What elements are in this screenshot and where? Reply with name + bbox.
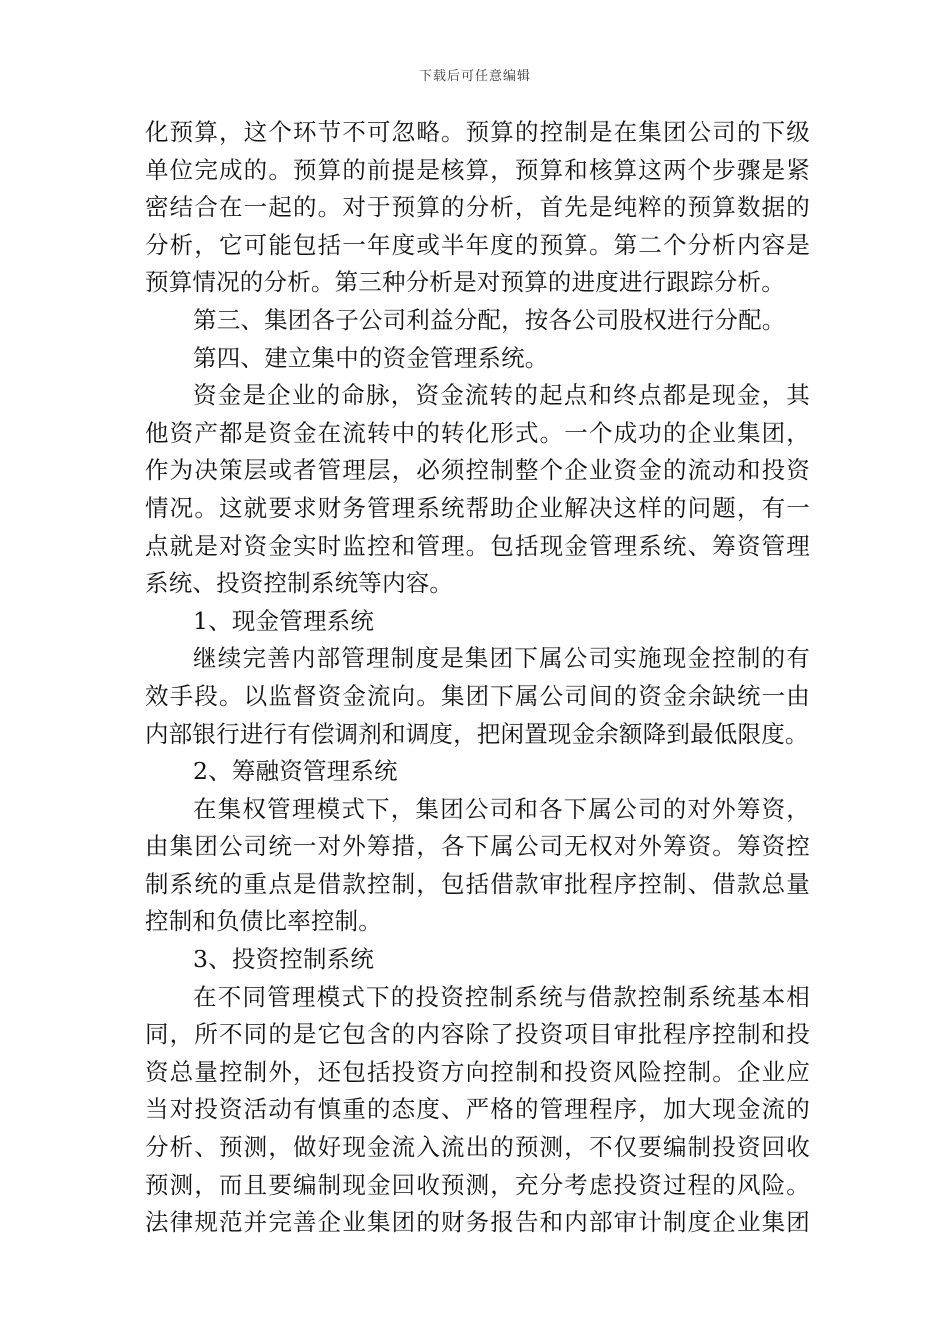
text-line: 效手段。以监督资金流向。集团下属公司间的资金余缺统一由 (145, 681, 810, 710)
text-line: 预算情况的分析。第三种分析是对预算的进度进行跟踪分析。 (145, 268, 785, 297)
text-line: 分析、预测，做好现金流入流出的预测，不仅要编制投资回收 (145, 1133, 810, 1162)
text-line: 2、筹融资管理系统 (193, 757, 398, 786)
text-line: 1、现金管理系统 (193, 606, 375, 635)
text-line: 分析，它可能包括一年度或半年度的预算。第二个分析内容是 (145, 230, 810, 259)
page-header-note: 下载后可任意编辑 (418, 69, 531, 84)
text-line: 控制和负债比率控制。 (145, 907, 382, 936)
text-line: 点就是对资金实时监控和管理。包括现金管理系统、筹资管理 (145, 531, 810, 560)
text-line: 作为决策层或者管理层，必须控制整个企业资金的流动和投资 (145, 456, 810, 485)
text-line: 单位完成的。预算的前提是核算，预算和核算这两个步骤是紧 (145, 155, 810, 184)
text-line: 在不同管理模式下的投资控制系统与借款控制系统基本相 (193, 982, 810, 1011)
text-line: 第四、建立集中的资金管理系统。 (193, 343, 549, 372)
text-line: 当对投资活动有慎重的态度、严格的管理程序，加大现金流的 (145, 1095, 810, 1124)
text-line: 情况。这就要求财务管理系统帮助企业解决这样的问题，有一 (145, 493, 810, 522)
text-line: 资金是企业的命脉，资金流转的起点和终点都是现金，其 (193, 381, 810, 410)
text-line: 由集团公司统一对外筹措，各下属公司无权对外筹资。筹资控 (145, 832, 810, 861)
text-line: 法律规范并完善企业集团的财务报告和内部审计制度企业集团 (145, 1208, 810, 1237)
text-line: 他资产都是资金在流转中的转化形式。一个成功的企业集团， (145, 418, 810, 447)
text-line: 内部银行进行有偿调剂和调度，把闲置现金余额降到最低限度。 (145, 719, 809, 748)
text-line: 化预算，这个环节不可忽略。预算的控制是在集团公司的下级 (145, 118, 810, 146)
text-line: 系统、投资控制系统等内容。 (145, 569, 454, 598)
text-line: 密结合在一起的。对于预算的分析，首先是纯粹的预算数据的 (145, 193, 810, 222)
text-line: 预测，而且要编制现金回收预测，充分考虑投资过程的风险。 (145, 1170, 810, 1199)
text-line: 在集权管理模式下，集团公司和各下属公司的对外筹资， (193, 794, 810, 823)
text-line: 3、投资控制系统 (193, 945, 375, 974)
text-line: 制系统的重点是借款控制，包括借款审批程序控制、借款总量 (145, 869, 810, 898)
text-line: 同，所不同的是它包含的内容除了投资项目审批程序控制和投 (145, 1020, 810, 1049)
text-line: 资总量控制外，还包括投资方向控制和投资风险控制。企业应 (145, 1057, 810, 1086)
text-line: 继续完善内部管理制度是集团下属公司实施现金控制的有 (193, 644, 810, 673)
document-body (145, 114, 810, 1242)
text-line: 第三、集团各子公司利益分配，按各公司股权进行分配。 (193, 305, 786, 334)
